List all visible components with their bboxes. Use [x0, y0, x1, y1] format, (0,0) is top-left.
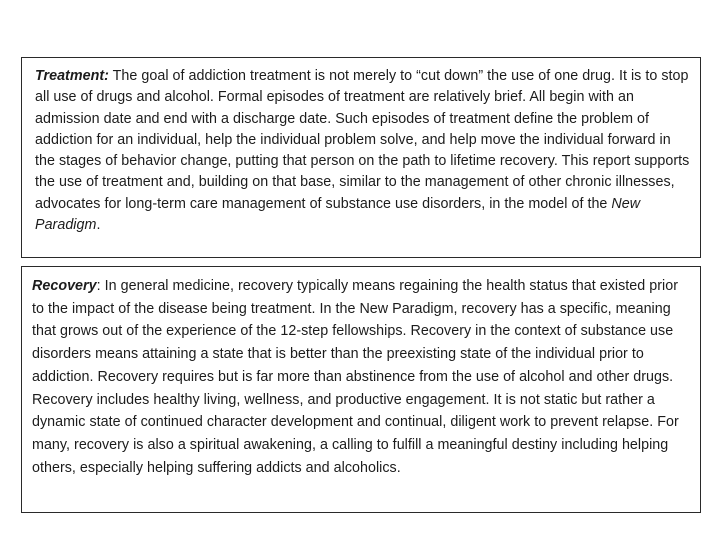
treatment-body: The goal of addiction treatment is not merely to “cut down” the use of one drug. It is to stop all use of drugs and alcohol. Formal episodes of treatment are relatively brief. All begin with an admission date and end with a discharge date. Such episodes of treatment define the problem of addiction for an individual, help the individual problem solve, and help move the individual forward in the stages of behavior change, putting that person on the path to lifetime recovery. This report supports the use of treatment and, building on that base, similar to the management of other chronic illnesses, advocates for long-term care management of substance use disorders, in the model of the	[35, 68, 690, 212]
treatment-term: Treatment:	[35, 68, 109, 84]
treatment-tail: .	[96, 217, 101, 234]
treatment-paragraph	[35, 66, 690, 236]
treatment-emphasis: New Paradigm	[35, 195, 641, 234]
recovery-definition-box	[21, 266, 701, 513]
recovery-term: Recovery	[32, 278, 97, 294]
recovery-body: : In general medicine, recovery typically means regaining the health status that existed prior to the impact of the disease being treatment. In the New Paradigm, recovery has a specific, meaning that grows out of the experience of the 12-step fellowships. Recovery in the context of substance use disorders means attaining a state that is better than the preexisting state of the individual prior to addiction. Recovery requires but is far more than abstinence from the use of alcohol and other drugs. Recovery includes healthy living, wellness, and productive engagement. It is not static but rather a dynamic state of continued character development and continual, diligent work to prevent relapse. For many, recovery is also a spiritual awakening, a calling to fulfill a meaningful destiny including helping others, especially helping suffering addicts and alcoholics.	[32, 278, 679, 476]
treatment-definition-box	[21, 57, 701, 258]
recovery-paragraph	[32, 275, 690, 479]
